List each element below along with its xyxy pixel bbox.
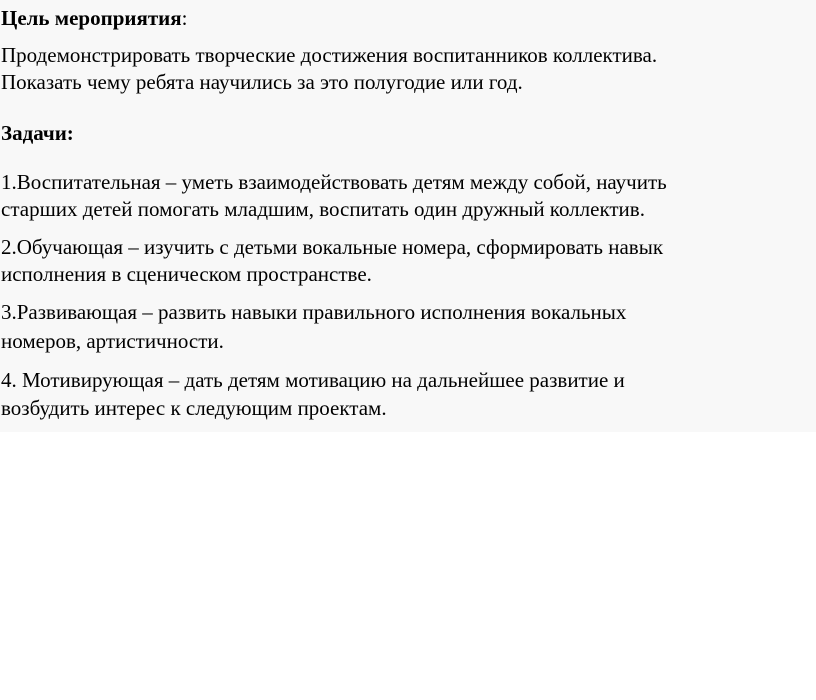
goal-text-line: Продемонстрировать творческие достижения воспитанников коллектива. [1,43,658,67]
task-item-line: возбудить интерес к следующим проектам. [1,396,387,420]
task-item-line: 1.Воспитательная – уметь взаимодействовать детям между собой, научить [1,170,667,194]
task-item-line: 2.Обучающая – изучить с детьми вокальные номера, сформировать навык [1,235,664,259]
task-item-line: 3.Развивающая – развить навыки правильного исполнения вокальных [1,300,627,324]
task-item-line: номеров, артистичности. [1,329,224,353]
task-item-line: старших детей помогать младшим, воспитать один дружный коллектив. [1,197,645,221]
tasks-heading: Задачи: [1,121,74,145]
goal-heading: Цель мероприятия [1,6,182,30]
task-item-line: 4. Мотивирующая – дать детям мотивацию на дальнейшее развитие и [1,368,625,392]
task-item-line: исполнения в сценическом пространстве. [1,262,372,286]
goal-heading-line [1,5,187,32]
goal-heading-colon: : [181,6,188,30]
goal-text-line: Показать чему ребята научились за это полугодие или год. [1,70,523,94]
